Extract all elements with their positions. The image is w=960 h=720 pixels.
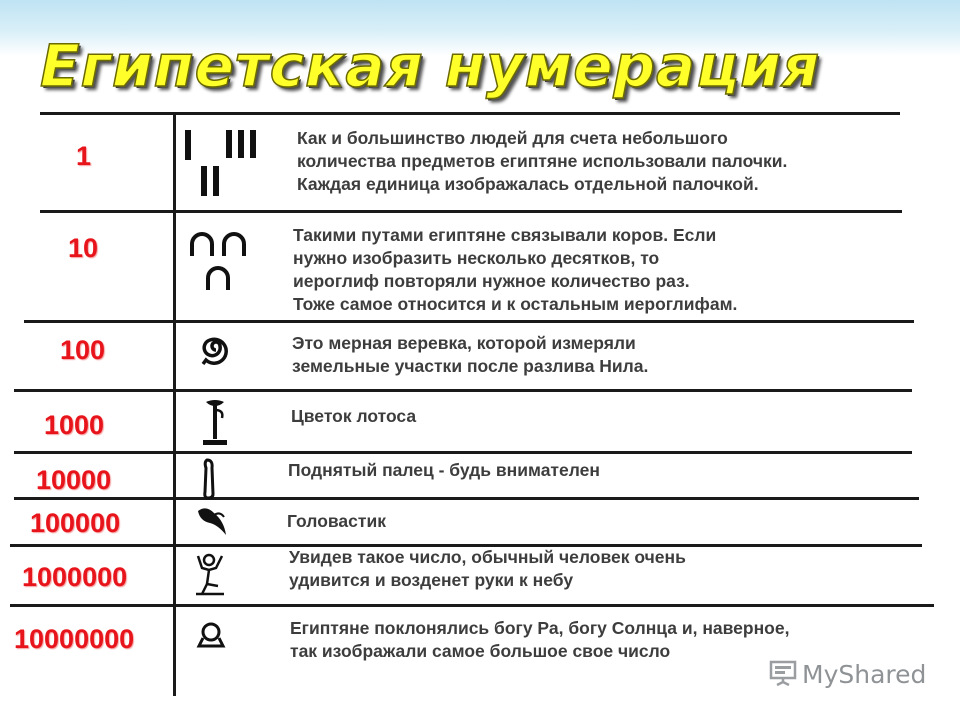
description-line: Египтяне поклонялись богу Ра, богу Солнца и, наверное, (290, 618, 790, 638)
table-line (10, 604, 934, 607)
description (289, 546, 686, 592)
stroke-icon (182, 126, 266, 200)
lotus-flower-icon (200, 396, 230, 450)
number-label: 1000 (44, 410, 105, 440)
description-line: Головастик (287, 511, 386, 531)
description-line: Это мерная веревка, которой измеряли (292, 333, 636, 353)
description (288, 459, 600, 482)
kneeling-man-icon (192, 552, 228, 598)
description-line: нужно изобразить несколько десятков, то (293, 248, 660, 268)
number-label: 1 (76, 141, 92, 171)
table-line (40, 112, 900, 115)
table-line (14, 389, 912, 392)
description-line: Цветок лотоса (291, 406, 417, 426)
table-line (14, 497, 919, 500)
raised-finger-icon (200, 458, 220, 500)
description-line: удивится и возденет руки к небу (289, 570, 574, 590)
description (297, 127, 787, 196)
number-label: 1000000 (22, 562, 128, 592)
ra-sun-icon (195, 620, 227, 652)
description-line: Такими путами египтяне связывали коров. Если (293, 225, 717, 245)
page-title: Египетская нумерация (40, 32, 821, 100)
table-line (24, 320, 914, 323)
number-label: 100000 (30, 508, 121, 538)
description-line: земельные участки после разлива Нила. (292, 356, 649, 376)
description (293, 224, 737, 316)
description (290, 617, 789, 663)
coil-rope-icon (199, 330, 233, 370)
description (287, 510, 386, 533)
description-line: Тоже самое относится и к остальным иероглифам. (293, 294, 738, 314)
number-label: 100 (60, 335, 106, 365)
description (291, 405, 416, 428)
watermark-logo (768, 656, 926, 692)
number-label: 10 (68, 233, 99, 263)
description-line: Каждая единица изображалась отдельной палочкой. (297, 174, 759, 194)
number-label: 10000 (36, 465, 112, 495)
description-line: Поднятый палец - будь внимателен (288, 460, 600, 480)
table-divider (173, 114, 176, 696)
presentation-board-icon (768, 657, 798, 692)
description-line: Как и большинство людей для счета небольшого (297, 128, 728, 148)
description-line: так изображали самое большое свое число (290, 641, 671, 661)
tadpole-icon (194, 503, 234, 541)
number-label: 10000000 (14, 624, 135, 654)
table-line (14, 451, 912, 454)
description (292, 332, 648, 378)
table-line (40, 210, 902, 213)
watermark-text: MyShared (802, 659, 927, 689)
arch-icon (188, 230, 254, 296)
description-line: Увидев такое число, обычный человек очень (289, 547, 686, 567)
description-line: иероглиф повторяли нужное количество раз. (293, 271, 690, 291)
description-line: количества предметов египтяне использовали палочки. (297, 151, 788, 171)
